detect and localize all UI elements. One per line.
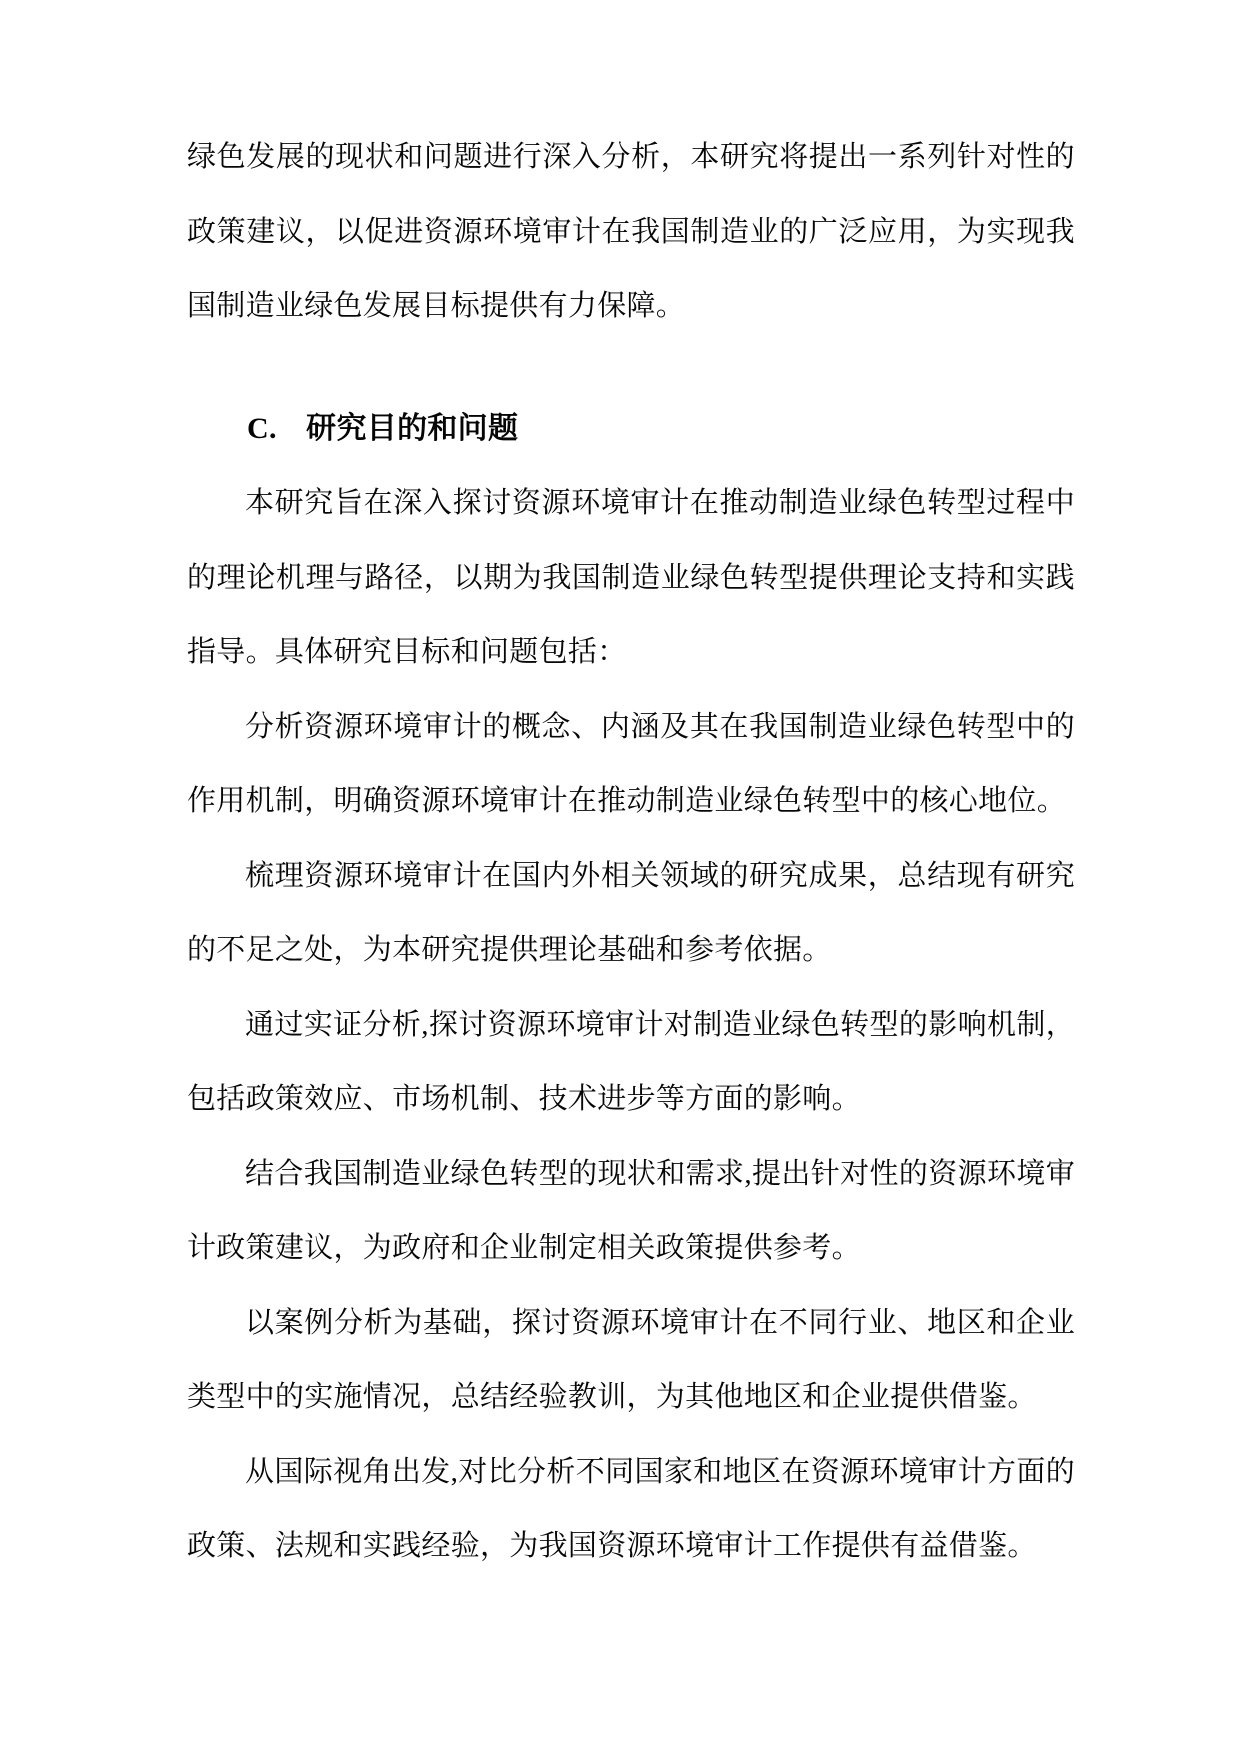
paragraph-goal-analyze-concept: 分析资源环境审计的概念、内涵及其在我国制造业绿色转型中的作用机制，明确资源环境审计在推动制造业绿色转型中的核心地位。 bbox=[187, 710, 1075, 817]
section-heading-title: 研究目的和问题 bbox=[306, 411, 519, 445]
paragraph-goal-international-comparison: 从国际视角出发,对比分析不同国家和地区在资源环境审计方面的政策、法规和实践经验，为我国资源环境审计工作提供有益借鉴。 bbox=[187, 1455, 1075, 1562]
paragraph-goal-case-study: 以案例分析为基础，探讨资源环境审计在不同行业、地区和企业类型中的实施情况，总结经验教训，为其他地区和企业提供借鉴。 bbox=[187, 1306, 1075, 1413]
paragraph-research-purpose: 本研究旨在深入探讨资源环境审计在推动制造业绿色转型过程中的理论机理与路径，以期为我国制造业绿色转型提供理论支持和实践指导。具体研究目标和问题包括： bbox=[187, 487, 1075, 668]
paragraph-goal-literature-review: 梳理资源环境审计在国内外相关领域的研究成果，总结现有研究的不足之处，为本研究提供理论基础和参考依据。 bbox=[187, 859, 1075, 966]
paragraph-goal-empirical-analysis: 通过实证分析,探讨资源环境审计对制造业绿色转型的影响机制，包括政策效应、市场机制、技术进步等方面的影响。 bbox=[187, 1008, 1075, 1115]
paragraph-goal-policy-suggestions: 结合我国制造业绿色转型的现状和需求,提出针对性的资源环境审计政策建议，为政府和企业制定相关政策提供参考。 bbox=[187, 1157, 1075, 1264]
section-heading-label: C. bbox=[247, 411, 277, 445]
document-content bbox=[187, 120, 1075, 1584]
section-heading bbox=[187, 392, 1075, 467]
paragraph-intro: 绿色发展的现状和问题进行深入分析，本研究将提出一系列针对性的政策建议，以促进资源环境审计在我国制造业的广泛应用，为实现我国制造业绿色发展目标提供有力保障。 bbox=[187, 141, 1075, 322]
